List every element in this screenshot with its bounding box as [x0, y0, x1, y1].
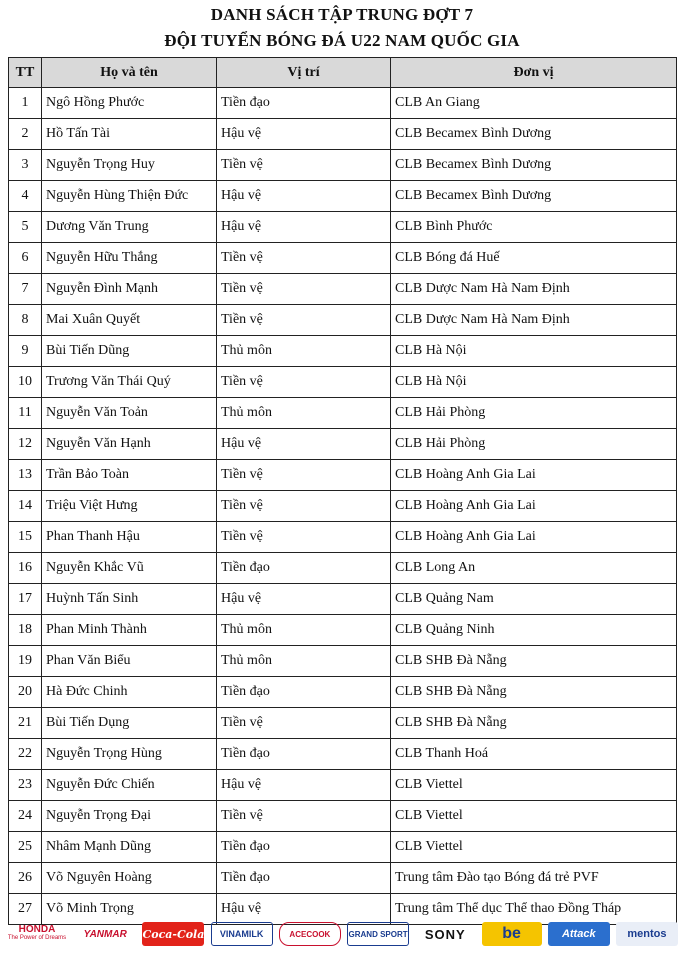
player-position: Hậu vệ: [217, 181, 391, 212]
player-name: Mai Xuân Quyết: [42, 305, 217, 336]
player-name: Bùi Tiến Dụng: [42, 708, 217, 739]
table-row: [9, 739, 677, 770]
table-row: [9, 367, 677, 398]
player-name: Võ Minh Trọng: [42, 894, 217, 925]
sponsor-logo-attack: [548, 922, 610, 946]
player-club: CLB Hoàng Anh Gia Lai: [391, 522, 677, 553]
table-row: [9, 646, 677, 677]
player-club: CLB SHB Đà Nẵng: [391, 646, 677, 677]
player-position: Hậu vệ: [217, 212, 391, 243]
player-club: CLB Hà Nội: [391, 336, 677, 367]
player-position: Hậu vệ: [217, 119, 391, 150]
player-club: CLB Bóng đá Huế: [391, 243, 677, 274]
player-club: CLB An Giang: [391, 88, 677, 119]
sponsor-logo-grand: [347, 922, 409, 946]
table-row: [9, 181, 677, 212]
player-club: CLB Becamex Bình Dương: [391, 150, 677, 181]
player-position: Tiền đạo: [217, 677, 391, 708]
player-position: Hậu vệ: [217, 584, 391, 615]
sponsor-logo-text: mentos: [627, 928, 667, 940]
player-name: Triệu Việt Hưng: [42, 491, 217, 522]
row-number: 7: [9, 274, 42, 305]
table-row: [9, 770, 677, 801]
player-club: CLB Viettel: [391, 770, 677, 801]
player-club: CLB Thanh Hoá: [391, 739, 677, 770]
player-position: Tiền vệ: [217, 460, 391, 491]
player-name: Phan Minh Thành: [42, 615, 217, 646]
player-club: CLB Hoàng Anh Gia Lai: [391, 491, 677, 522]
row-number: 20: [9, 677, 42, 708]
player-position: Tiền vệ: [217, 522, 391, 553]
player-name: Nguyễn Hữu Thắng: [42, 243, 217, 274]
player-position: Thủ môn: [217, 646, 391, 677]
player-position: Tiền đạo: [217, 739, 391, 770]
sponsor-strip: [6, 920, 678, 948]
table-row: [9, 615, 677, 646]
table-row: [9, 522, 677, 553]
table-row: [9, 119, 677, 150]
player-club: CLB Viettel: [391, 801, 677, 832]
player-club: CLB Hải Phòng: [391, 398, 677, 429]
sponsor-logo-yanmar: [74, 922, 136, 946]
row-number: 15: [9, 522, 42, 553]
table-row: [9, 708, 677, 739]
player-position: Tiền đạo: [217, 88, 391, 119]
player-name: Nguyễn Trọng Huy: [42, 150, 217, 181]
title-line-2: ĐỘI TUYỂN BÓNG ĐÁ U22 NAM QUỐC GIA: [164, 31, 520, 50]
player-position: Tiền vệ: [217, 274, 391, 305]
row-number: 1: [9, 88, 42, 119]
player-club: CLB Quảng Nam: [391, 584, 677, 615]
player-name: Nguyễn Văn Toản: [42, 398, 217, 429]
player-position: Tiền vệ: [217, 150, 391, 181]
sponsor-logo-mentos: [616, 922, 678, 946]
row-number: 21: [9, 708, 42, 739]
player-club: CLB Dược Nam Hà Nam Định: [391, 305, 677, 336]
sponsor-logo-text: SONY: [424, 926, 466, 942]
sponsor-logo-coke: [142, 922, 204, 946]
sponsor-logo-text: VINAMILK: [219, 929, 264, 939]
sponsor-logo-text: YANMAR: [83, 928, 127, 940]
player-name: Nguyễn Trọng Đại: [42, 801, 217, 832]
roster-body: [9, 88, 677, 925]
row-number: 26: [9, 863, 42, 894]
row-number: 13: [9, 460, 42, 491]
row-number: 24: [9, 801, 42, 832]
player-name: Võ Nguyên Hoàng: [42, 863, 217, 894]
table-row: [9, 832, 677, 863]
table-row: [9, 398, 677, 429]
player-club: Trung tâm Đào tạo Bóng đá trẻ PVF: [391, 863, 677, 894]
player-position: Tiền vệ: [217, 491, 391, 522]
sponsor-logo-acecook: [279, 922, 341, 946]
column-header-club: Đơn vị: [391, 58, 677, 88]
player-position: Tiền đạo: [217, 863, 391, 894]
player-name: Hà Đức Chinh: [42, 677, 217, 708]
row-number: 14: [9, 491, 42, 522]
player-club: CLB Dược Nam Hà Nam Định: [391, 274, 677, 305]
table-row: [9, 336, 677, 367]
table-row: [9, 584, 677, 615]
row-number: 2: [9, 119, 42, 150]
player-name: Huỳnh Tấn Sinh: [42, 584, 217, 615]
player-name: Phan Thanh Hậu: [42, 522, 217, 553]
row-number: 3: [9, 150, 42, 181]
table-row: [9, 801, 677, 832]
row-number: 8: [9, 305, 42, 336]
player-name: Bùi Tiến Dũng: [42, 336, 217, 367]
table-row: [9, 274, 677, 305]
table-row: [9, 491, 677, 522]
document-title: [0, 0, 684, 56]
sponsor-logo-honda: [6, 922, 68, 946]
player-position: Tiền đạo: [217, 553, 391, 584]
row-number: 19: [9, 646, 42, 677]
player-name: Trương Văn Thái Quý: [42, 367, 217, 398]
sponsor-logo-text: Coca-Cola: [142, 927, 205, 941]
player-name: Ngô Hồng Phước: [42, 88, 217, 119]
sponsor-logo-be: [482, 922, 542, 946]
table-row: [9, 243, 677, 274]
player-name: Dương Văn Trung: [42, 212, 217, 243]
player-position: Thủ môn: [217, 398, 391, 429]
player-position: Tiền vệ: [217, 801, 391, 832]
player-club: CLB Quảng Ninh: [391, 615, 677, 646]
player-name: Nguyễn Khắc Vũ: [42, 553, 217, 584]
table-row: [9, 429, 677, 460]
row-number: 18: [9, 615, 42, 646]
row-number: 9: [9, 336, 42, 367]
column-header-name: Họ và tên: [42, 58, 217, 88]
player-name: Nguyễn Đức Chiến: [42, 770, 217, 801]
player-position: Tiền vệ: [217, 305, 391, 336]
row-number: 11: [9, 398, 42, 429]
row-number: 4: [9, 181, 42, 212]
player-position: Hậu vệ: [217, 429, 391, 460]
sponsor-logo-text: GRAND SPORT: [348, 929, 408, 939]
row-number: 10: [9, 367, 42, 398]
table-row: [9, 460, 677, 491]
player-name: Nguyễn Văn Hạnh: [42, 429, 217, 460]
table-row: [9, 212, 677, 243]
player-position: Tiền đạo: [217, 832, 391, 863]
row-number: 25: [9, 832, 42, 863]
table-row: [9, 88, 677, 119]
player-club: CLB Hà Nội: [391, 367, 677, 398]
sponsor-tagline: The Power of Dreams: [7, 935, 67, 941]
player-name: Phan Văn Biểu: [42, 646, 217, 677]
player-position: Tiền vệ: [217, 708, 391, 739]
table-header-row: [9, 58, 677, 88]
player-name: Hồ Tấn Tài: [42, 119, 217, 150]
table-row: [9, 863, 677, 894]
sponsor-logo-text: ACECOOK: [289, 929, 331, 939]
player-club: CLB Becamex Bình Dương: [391, 119, 677, 150]
sponsor-logo-sony: [415, 922, 475, 946]
player-position: Tiền vệ: [217, 367, 391, 398]
row-number: 6: [9, 243, 42, 274]
player-club: CLB Viettel: [391, 832, 677, 863]
sponsor-logo-vinamilk: [211, 922, 273, 946]
player-club: CLB Hải Phòng: [391, 429, 677, 460]
row-number: 23: [9, 770, 42, 801]
player-club: CLB Becamex Bình Dương: [391, 181, 677, 212]
player-position: Tiền vệ: [217, 243, 391, 274]
row-number: 17: [9, 584, 42, 615]
player-club: CLB Bình Phước: [391, 212, 677, 243]
column-header-tt: TT: [9, 58, 42, 88]
row-number: 27: [9, 894, 42, 925]
title-line-1: DANH SÁCH TẬP TRUNG ĐỢT 7: [210, 5, 474, 24]
player-name: Nhâm Mạnh Dũng: [42, 832, 217, 863]
player-club: Trung tâm Thể dục Thể thao Đồng Tháp: [391, 894, 677, 925]
sponsor-logo-text: be: [502, 925, 521, 942]
table-row: [9, 150, 677, 181]
sponsor-logo-text: Attack: [561, 928, 596, 940]
row-number: 12: [9, 429, 42, 460]
player-name: Trần Bảo Toàn: [42, 460, 217, 491]
table-row: [9, 677, 677, 708]
table-row: [9, 305, 677, 336]
row-number: 22: [9, 739, 42, 770]
player-position: Hậu vệ: [217, 894, 391, 925]
player-name: Nguyễn Trọng Hùng: [42, 739, 217, 770]
player-club: CLB SHB Đà Nẵng: [391, 677, 677, 708]
roster-table: [8, 57, 677, 925]
player-club: CLB SHB Đà Nẵng: [391, 708, 677, 739]
player-position: Hậu vệ: [217, 770, 391, 801]
player-club: CLB Long An: [391, 553, 677, 584]
player-name: Nguyễn Hùng Thiện Đức: [42, 181, 217, 212]
column-header-position: Vị trí: [217, 58, 391, 88]
player-name: Nguyễn Đình Mạnh: [42, 274, 217, 305]
row-number: 5: [9, 212, 42, 243]
player-position: Thủ môn: [217, 336, 391, 367]
sponsor-logo-text: HONDA: [18, 924, 56, 935]
player-club: CLB Hoàng Anh Gia Lai: [391, 460, 677, 491]
row-number: 16: [9, 553, 42, 584]
table-row: [9, 553, 677, 584]
player-position: Thủ môn: [217, 615, 391, 646]
